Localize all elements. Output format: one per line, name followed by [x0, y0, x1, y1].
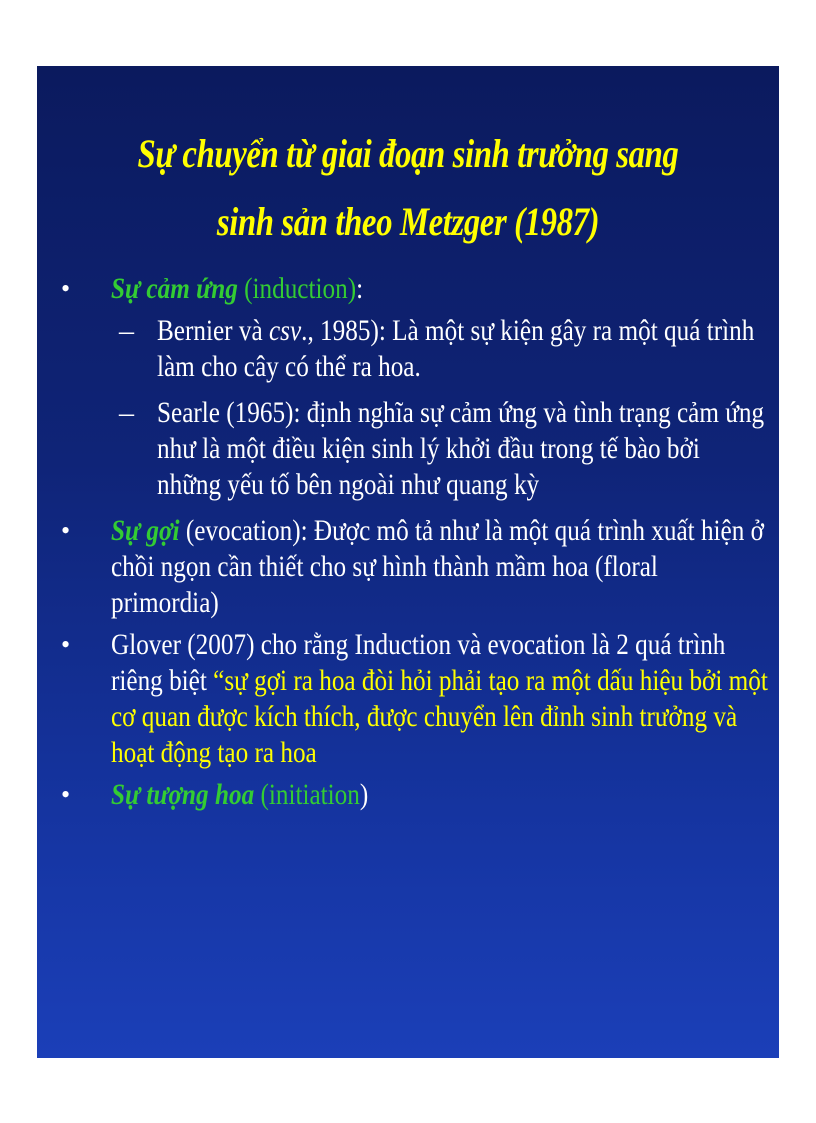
bernier-csv: csv: [268, 314, 302, 347]
bernier-text-pre: Bernier và: [157, 314, 269, 347]
dash-marker: –: [119, 396, 134, 429]
term-initiation-en: (initiation: [254, 778, 360, 811]
colon: :: [356, 272, 364, 305]
bullet-list: [55, 271, 769, 819]
bullet-marker: •: [61, 516, 71, 545]
sub-bullet-searle: [55, 395, 769, 503]
bullet-evocation: [55, 513, 769, 621]
glover-quote: “sự gợi ra hoa đòi hỏi phải tạo ra một dấu hiệu bởi một cơ quan được kích thích, được chuyển lên đỉnh sinh trưởng và hoạt động tạo ra hoa: [111, 664, 768, 769]
term-induction-en: (induction): [244, 272, 357, 305]
bullet-glover: [55, 627, 769, 771]
term-initiation: Sự tượng hoa: [111, 778, 255, 811]
dash-marker: –: [119, 314, 134, 347]
bernier-text: ., 1985): Là một sự kiện gây ra một quá trình làm cho cây có thể ra hoa.: [157, 314, 755, 383]
bullet-marker: •: [61, 630, 71, 659]
bullet-initiation: [55, 777, 769, 813]
sub-bullet-bernier: [55, 313, 769, 385]
searle-text: Searle (1965): định nghĩa sự cảm ứng và tình trạng cảm ứng như là một điều kiện sinh lý khởi đầu trong tế bào bởi những yếu tố bên ngoài như quang kỳ: [157, 396, 765, 501]
evocation-text: (evocation): Được mô tả như là một quá trình xuất hiện ở chồi ngọn cần thiết cho sự hình thành mầm hoa (floral primordia): [111, 514, 764, 619]
close-paren: ): [359, 778, 369, 811]
term-evocation: Sự gợi: [111, 514, 180, 547]
glover-text: Glover (2007) cho rằng Induction và evocation là 2 quá trình riêng biệt: [111, 628, 726, 697]
title-line-2: sinh sản theo Metzger (1987): [216, 199, 600, 244]
bullet-marker: •: [61, 274, 71, 303]
title-line-1: Sự chuyển từ giai đoạn sinh trưởng sang: [137, 131, 679, 176]
slide: [37, 66, 779, 1058]
term-induction: Sự cảm ứng: [111, 272, 238, 305]
bullet-marker: •: [61, 780, 71, 809]
bullet-induction: [55, 271, 769, 307]
slide-title: [104, 120, 712, 256]
